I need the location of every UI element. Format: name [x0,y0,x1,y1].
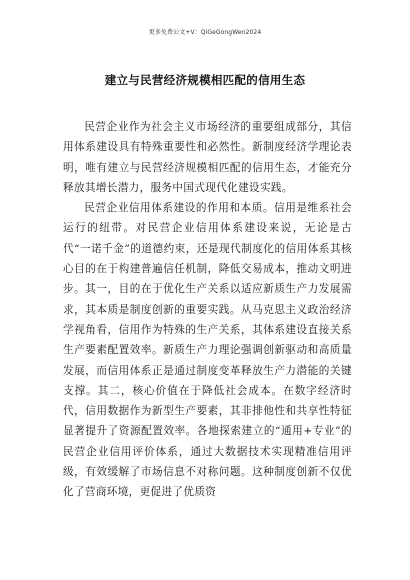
paragraph-1: 民营企业作为社会主义市场经济的重要组成部分，其信用体系建设具有特殊重要性和必然性。新制度经济学理论表明，唯有建立与民营经济规模相匹配的信用生态，才能充分释放其增长潜力，服务中国式现代化建设实践。 [63,121,352,194]
document-body [63,117,352,503]
paragraph-2: 民营企业信用体系建设的作用和本质。信用是维系社会运行的纽带。对民营企业信用体系建设来说，无论是古代“一诺千金”的道德约束，还是现代制度化的信用体系其核心目的在于构建普遍信任机制，降低交易成本，推动文明进步。其一，目的在于优化生产关系以适应新质生产力发展需求，其本质是制度创新的重要实践。从马克思主义政治经济学视角看，信用作为特殊的生产关系，其体系建设直接关系生产要素配置效率。新质生产力理论强调创新驱动和高质量发展，而信用体系正是通过制度变革释放生产力潜能的关键支撑。其二，核心价值在于降低社会成本。在数字经济时代，信用数据作为新型生产要素，其非排他性和共享性特征显著提升了资源配置效率。各地探索建立的“通用+专业”的民营企业信用评价体系，通过大数据技术实现精准信用评级，有效缓解了市场信息不对称问题。这种制度创新不仅优化了营商环境，更促进了优质资 [63,202,352,499]
header-note: 更多免费公文+V：QiGeGongWen2024 [148,29,262,36]
document-title: 建立与民营经济规模相匹配的信用生态 [104,73,306,87]
